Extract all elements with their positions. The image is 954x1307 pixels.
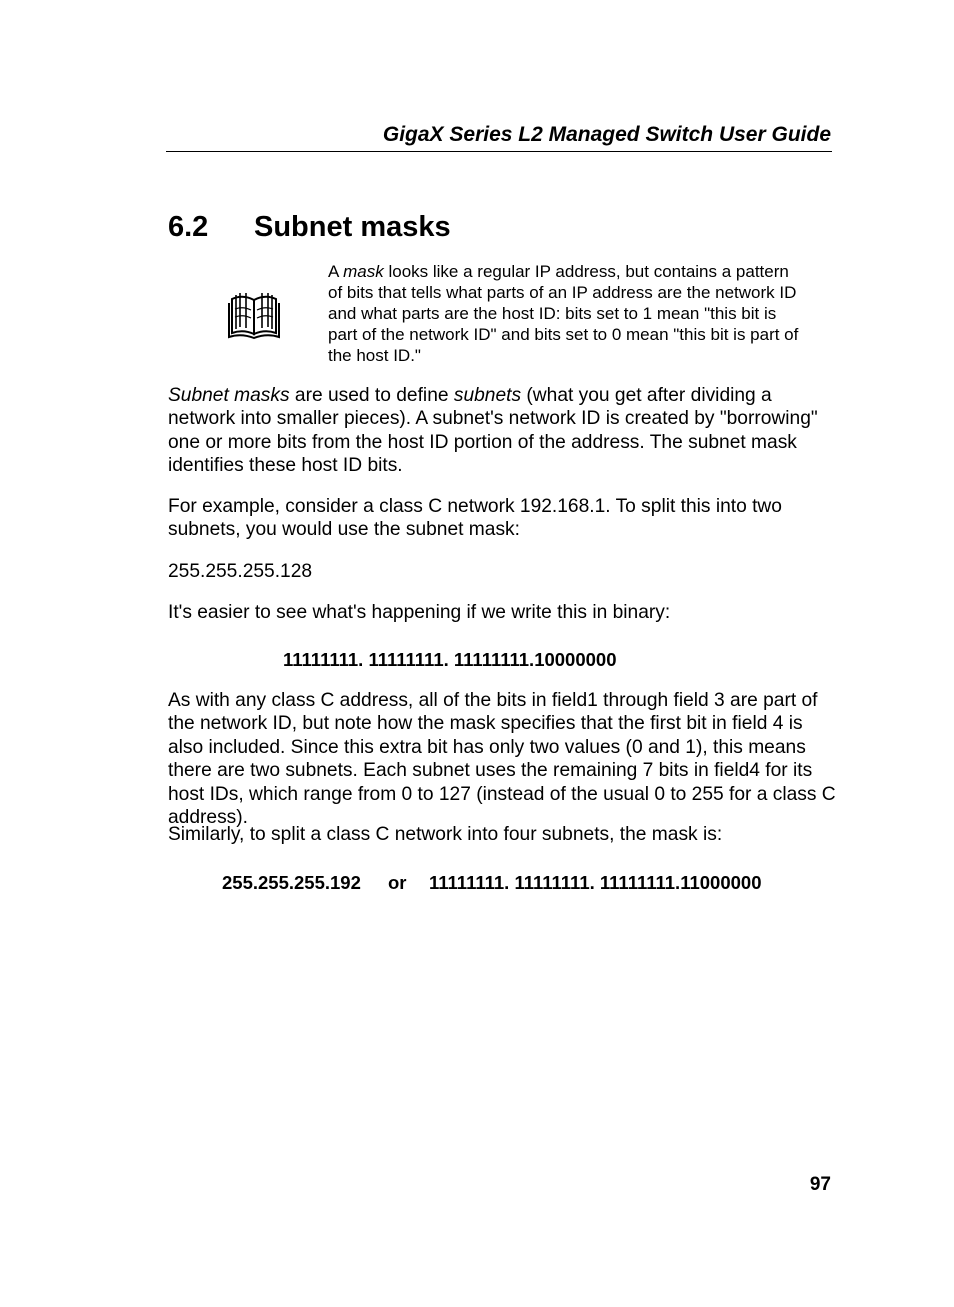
term-subnet-masks: Subnet masks [168, 385, 290, 406]
mask-example: 255.255.255.128 [168, 561, 313, 582]
term-subnets: subnets [453, 385, 522, 406]
p1-rest: (what you get after dividing a network into smaller pieces). A subnet's network ID is created by "borrowing" one or more bits from the host ID portion of the address. The subnet mask identifies these host ID bits. [168, 385, 818, 477]
paragraph-binary-intro: It's easier to see what's happening if we write this in binary: [168, 602, 671, 623]
note-term: mask [343, 262, 384, 281]
p1-mid: are used to define [289, 385, 454, 406]
paragraph-four-subnets: Similarly, to split a class C network into four subnets, the mask is: [168, 824, 723, 845]
four-subnet-mask-decimal: 255.255.255.192 [222, 872, 361, 893]
running-header: GigaX Series L2 Managed Switch User Guide [382, 123, 831, 146]
binary-example: 11111111. 11111111. 11111111.10000000 [283, 649, 617, 670]
section-number: 6.2 [168, 211, 209, 243]
header-rule [166, 151, 832, 152]
paragraph-subnet-definition [168, 384, 840, 478]
note-prefix: A [328, 262, 344, 281]
section-title: Subnet masks [254, 211, 451, 243]
section-heading [168, 208, 451, 246]
or-word: or [388, 872, 407, 893]
note-text [328, 261, 804, 366]
note-body: looks like a regular IP address, but contains a pattern of bits that tells what parts of an IP address are the network ID and what parts are the host ID: bits set to 1 mean "this bit is part of the network ID" and bits set to 0 mean "this bit is part of the host ID." [328, 262, 799, 365]
book-icon [226, 285, 282, 341]
four-subnet-mask-binary: 11111111. 11111111. 11111111.11000000 [429, 872, 762, 893]
page-number: 97 [809, 1174, 831, 1195]
paragraph-example: For example, consider a class C network 192.168.1. To split this into two subnets, you would use the subnet mask: [168, 496, 782, 541]
paragraph-class-c-explanation: As with any class C address, all of the bits in field1 through field 3 are part of the network ID, but note how the mask specifies that the first bit in field 4 is also included. Since this extra bit has only two values (0 and 1), this means there are two subnets. Each subnet uses the remaining 7 bits in field4 for its host IDs, which range from 0 to 127 (instead of the usual 0 to 255 for a class C address). [168, 690, 836, 829]
